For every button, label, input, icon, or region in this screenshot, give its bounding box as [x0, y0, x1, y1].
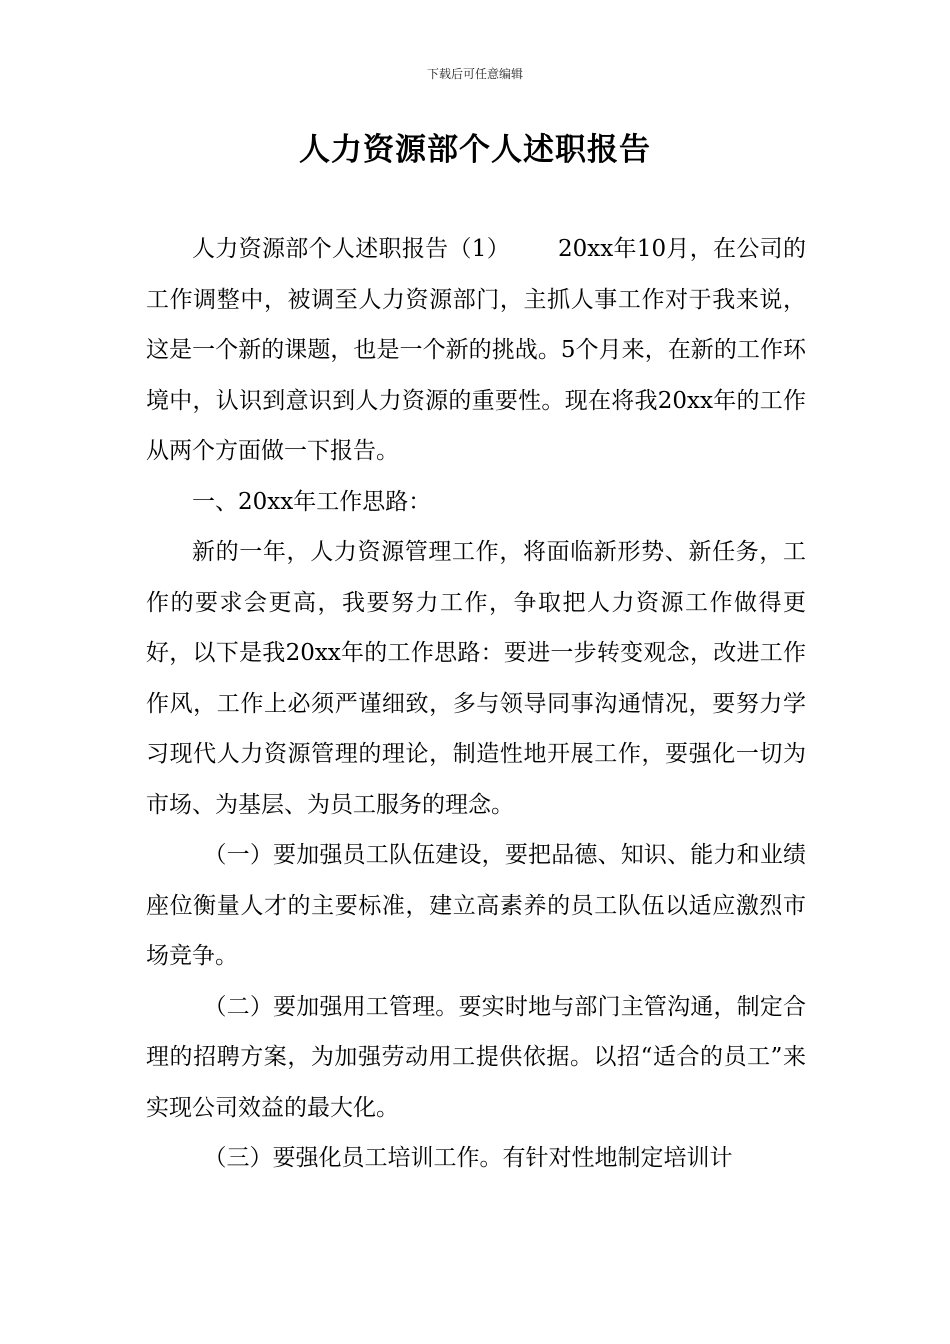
section-heading: 一、20xx年工作思路： — [192, 488, 432, 515]
document-body — [146, 224, 806, 1184]
intro-text: 20xx年10月，在公司的工作调整中，被调至人力资源部门，主抓人事工作对于我来说，这是一个新的课题，也是一个新的挑战。5个月来，在新的工作环境中，认识到意识到人力资源的重要性。现在将我20xx年的工作从两个方面做一下报告。 — [146, 236, 806, 464]
document-title: 人力资源部个人述职报告 — [299, 132, 651, 168]
sub-paragraph-3: （三）要强化员工培训工作。有针对性地制定培训计 — [203, 1145, 733, 1171]
sub-paragraph-2: （二）要加强用工管理。要实时地与部门主管沟通，制定合理的招聘方案，为加强劳动用工提供依据。以招“适合的员工”来实现公司效益的最大化。 — [146, 993, 806, 1121]
body-paragraph: 新的一年，人力资源管理工作，将面临新形势、新任务，工作的要求会更高，我要努力工作，争取把人力资源工作做得更好，以下是我20xx年的工作思路：要进一步转变观念，改进工作作风，工作上必须严谨细致，多与领导同事沟通情况，要努力学习现代人力资源管理的理论，制造性地开展工作，要强化一切为市场、为基层、为员工服务的理念。 — [146, 539, 806, 818]
header-note: 下载后可任意编辑 — [426, 67, 523, 81]
intro-heading: 人力资源部个人述职报告（1） — [192, 236, 511, 262]
sub-paragraph-1: （一）要加强员工队伍建设，要把品德、知识、能力和业绩座位衡量人才的主要标准，建立高素养的员工队伍以适应激烈市场竞争。 — [146, 842, 806, 969]
intro-paragraph — [146, 224, 806, 477]
